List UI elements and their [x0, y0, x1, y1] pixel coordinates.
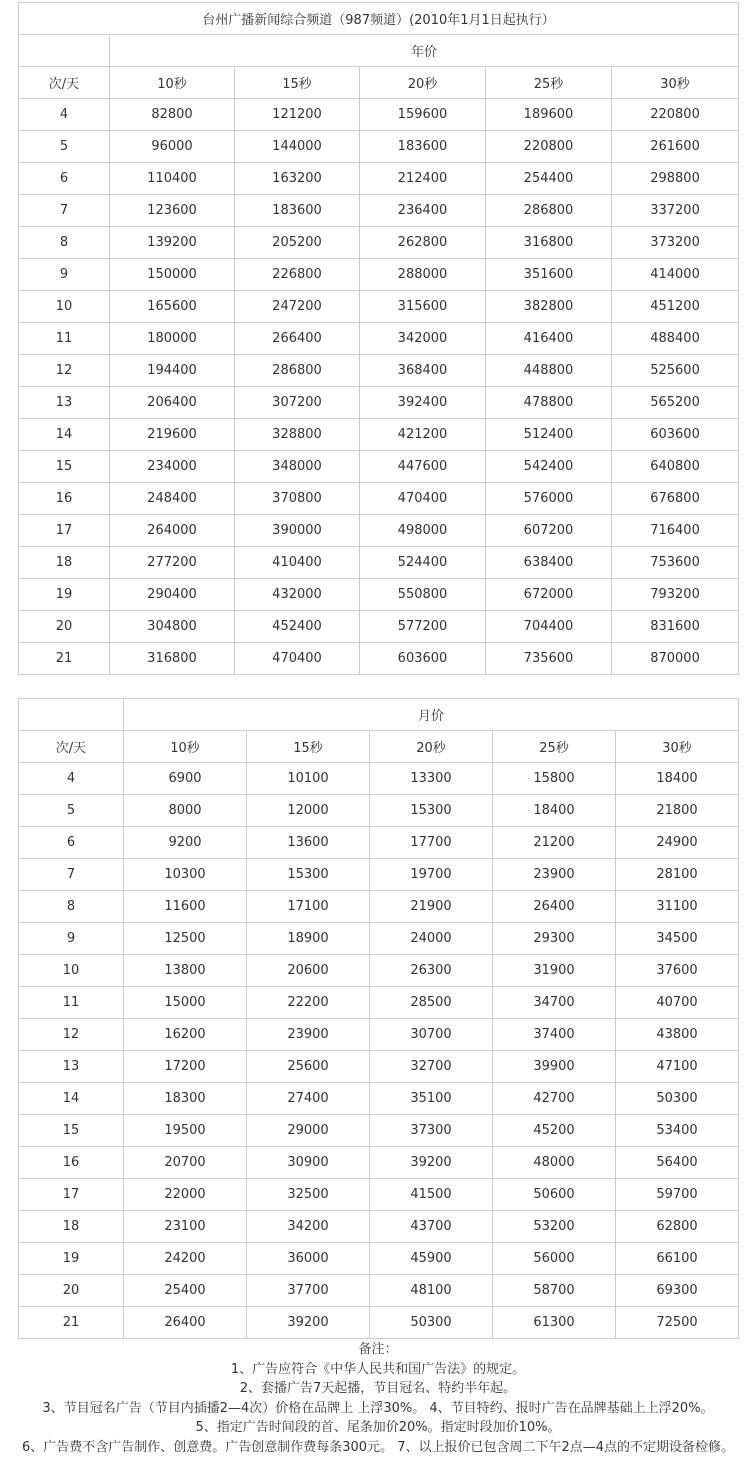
price-cell: 31900 — [493, 955, 616, 987]
price-cell: 470400 — [235, 643, 360, 675]
price-cell: 26400 — [124, 1307, 247, 1339]
price-cell: 234000 — [110, 451, 235, 483]
times-per-day-cell: 16 — [19, 483, 110, 515]
table-row — [19, 891, 739, 923]
price-cell: 28500 — [370, 987, 493, 1019]
price-cell: 18400 — [493, 795, 616, 827]
price-cell: 432000 — [235, 579, 360, 611]
monthly-price-table — [18, 698, 739, 1339]
price-cell: 451200 — [612, 291, 739, 323]
times-per-day-cell: 17 — [19, 515, 110, 547]
price-cell: 45200 — [493, 1115, 616, 1147]
column-header: 10秒 — [124, 731, 247, 763]
price-cell: 220800 — [612, 99, 739, 131]
price-cell: 22200 — [247, 987, 370, 1019]
price-cell: 69300 — [616, 1275, 739, 1307]
empty-corner-cell — [19, 699, 124, 731]
table-row — [19, 131, 739, 163]
price-cell: 24900 — [616, 827, 739, 859]
times-per-day-cell: 9 — [19, 259, 110, 291]
times-per-day-cell: 7 — [19, 859, 124, 891]
price-cell: 42700 — [493, 1083, 616, 1115]
price-cell: 337200 — [612, 195, 739, 227]
price-cell: 704400 — [486, 611, 612, 643]
price-cell: 40700 — [616, 987, 739, 1019]
table-row — [19, 259, 739, 291]
price-cell: 512400 — [486, 419, 612, 451]
table-title: 台州广播新闻综合频道（987频道）(2010年1月1日起执行） — [19, 3, 739, 35]
row-header-label: 次/天 — [19, 67, 110, 99]
times-per-day-cell: 20 — [19, 1275, 124, 1307]
price-cell: 12500 — [124, 923, 247, 955]
price-cell: 165600 — [110, 291, 235, 323]
column-header: 30秒 — [612, 67, 739, 99]
note-line: 2、套播广告7天起播，节目冠名、特约半年起。 — [239, 1381, 517, 1397]
price-cell: 525600 — [612, 355, 739, 387]
price-cell: 342000 — [360, 323, 486, 355]
times-per-day-cell: 18 — [19, 547, 110, 579]
table-row — [19, 515, 739, 547]
price-cell: 550800 — [360, 579, 486, 611]
price-cell: 410400 — [235, 547, 360, 579]
price-cell: 373200 — [612, 227, 739, 259]
price-cell: 21200 — [493, 827, 616, 859]
times-per-day-cell: 19 — [19, 579, 110, 611]
price-cell: 316800 — [486, 227, 612, 259]
price-cell: 603600 — [612, 419, 739, 451]
price-cell: 183600 — [235, 195, 360, 227]
price-cell: 26300 — [370, 955, 493, 987]
price-cell: 110400 — [110, 163, 235, 195]
price-cell: 20700 — [124, 1147, 247, 1179]
times-per-day-cell: 10 — [19, 291, 110, 323]
note-line: 1、广告应符合《中华人民共和国广告法》的规定。 — [230, 1361, 526, 1377]
price-cell: 716400 — [612, 515, 739, 547]
notes-section — [0, 1340, 756, 1458]
column-header: 20秒 — [360, 67, 486, 99]
price-cell: 19500 — [124, 1115, 247, 1147]
price-cell: 24200 — [124, 1243, 247, 1275]
price-cell: 25400 — [124, 1275, 247, 1307]
price-cell: 831600 — [612, 611, 739, 643]
price-cell: 11600 — [124, 891, 247, 923]
column-header-row — [19, 67, 739, 99]
times-per-day-cell: 5 — [19, 131, 110, 163]
price-cell: 30700 — [370, 1019, 493, 1051]
price-cell: 36000 — [247, 1243, 370, 1275]
price-cell: 524400 — [360, 547, 486, 579]
table-row — [19, 1275, 739, 1307]
price-cell: 290400 — [110, 579, 235, 611]
price-cell: 32700 — [370, 1051, 493, 1083]
price-cell: 23900 — [493, 859, 616, 891]
price-cell: 39200 — [247, 1307, 370, 1339]
price-cell: 37300 — [370, 1115, 493, 1147]
price-cell: 10100 — [247, 763, 370, 795]
table-row — [19, 955, 739, 987]
table-row — [19, 579, 739, 611]
price-cell: 56000 — [493, 1243, 616, 1275]
price-cell: 18400 — [616, 763, 739, 795]
table-row — [19, 1051, 739, 1083]
price-cell: 447600 — [360, 451, 486, 483]
table-row — [19, 643, 739, 675]
price-cell: 316800 — [110, 643, 235, 675]
table-title-row — [19, 3, 739, 35]
price-cell: 39200 — [370, 1147, 493, 1179]
times-per-day-cell: 4 — [19, 99, 110, 131]
price-cell: 348000 — [235, 451, 360, 483]
price-cell: 61300 — [493, 1307, 616, 1339]
price-cell: 452400 — [235, 611, 360, 643]
price-cell: 21900 — [370, 891, 493, 923]
price-cell: 315600 — [360, 291, 486, 323]
price-cell: 8000 — [124, 795, 247, 827]
table-row — [19, 1179, 739, 1211]
price-cell: 24000 — [370, 923, 493, 955]
price-cell: 43800 — [616, 1019, 739, 1051]
table-row — [19, 99, 739, 131]
table-row — [19, 323, 739, 355]
price-cell: 48000 — [493, 1147, 616, 1179]
table-row — [19, 859, 739, 891]
price-cell: 638400 — [486, 547, 612, 579]
table-row — [19, 163, 739, 195]
times-per-day-cell: 6 — [19, 827, 124, 859]
times-per-day-cell: 19 — [19, 1243, 124, 1275]
price-cell: 640800 — [612, 451, 739, 483]
price-cell: 72500 — [616, 1307, 739, 1339]
table-row — [19, 227, 739, 259]
price-cell: 261600 — [612, 131, 739, 163]
times-per-day-cell: 7 — [19, 195, 110, 227]
column-header: 15秒 — [247, 731, 370, 763]
price-cell: 22000 — [124, 1179, 247, 1211]
notes-heading: 备注： — [358, 1342, 398, 1357]
price-cell: 32500 — [247, 1179, 370, 1211]
price-cell: 603600 — [360, 643, 486, 675]
price-cell: 307200 — [235, 387, 360, 419]
price-cell: 13600 — [247, 827, 370, 859]
table-row — [19, 763, 739, 795]
price-cell: 205200 — [235, 227, 360, 259]
price-cell: 470400 — [360, 483, 486, 515]
table-row — [19, 795, 739, 827]
column-header: 15秒 — [235, 67, 360, 99]
price-cell: 793200 — [612, 579, 739, 611]
times-per-day-cell: 21 — [19, 643, 110, 675]
price-cell: 248400 — [110, 483, 235, 515]
price-cell: 15300 — [247, 859, 370, 891]
price-cell: 37600 — [616, 955, 739, 987]
price-cell: 542400 — [486, 451, 612, 483]
times-per-day-cell: 12 — [19, 1019, 124, 1051]
price-cell: 226800 — [235, 259, 360, 291]
price-cell: 15800 — [493, 763, 616, 795]
price-cell: 392400 — [360, 387, 486, 419]
times-per-day-cell: 11 — [19, 987, 124, 1019]
price-cell: 247200 — [235, 291, 360, 323]
price-cell: 382800 — [486, 291, 612, 323]
price-cell: 66100 — [616, 1243, 739, 1275]
price-cell: 21800 — [616, 795, 739, 827]
times-per-day-cell: 6 — [19, 163, 110, 195]
price-cell: 206400 — [110, 387, 235, 419]
times-per-day-cell: 13 — [19, 387, 110, 419]
price-cell: 18300 — [124, 1083, 247, 1115]
price-cell: 735600 — [486, 643, 612, 675]
note-line: 3、节目冠名广告（节目内插播2—4次）价格在品牌上 上浮30%。 4、节目特约、报时广告在品牌基础上上浮20%。 — [42, 1400, 714, 1416]
price-cell: 121200 — [235, 99, 360, 131]
price-cell: 53200 — [493, 1211, 616, 1243]
price-cell: 9200 — [124, 827, 247, 859]
table-row — [19, 1147, 739, 1179]
price-cell: 37400 — [493, 1019, 616, 1051]
price-cell: 39900 — [493, 1051, 616, 1083]
table-row — [19, 1211, 739, 1243]
price-cell: 34200 — [247, 1211, 370, 1243]
price-cell: 183600 — [360, 131, 486, 163]
table-row — [19, 547, 739, 579]
price-type-row — [19, 699, 739, 731]
price-cell: 17200 — [124, 1051, 247, 1083]
column-header-row — [19, 731, 739, 763]
price-cell: 50300 — [616, 1083, 739, 1115]
price-cell: 298800 — [612, 163, 739, 195]
price-cell: 13800 — [124, 955, 247, 987]
table-row — [19, 451, 739, 483]
price-cell: 45900 — [370, 1243, 493, 1275]
times-per-day-cell: 15 — [19, 1115, 124, 1147]
times-per-day-cell: 21 — [19, 1307, 124, 1339]
times-per-day-cell: 13 — [19, 1051, 124, 1083]
price-cell: 189600 — [486, 99, 612, 131]
price-cell: 266400 — [235, 323, 360, 355]
price-cell: 220800 — [486, 131, 612, 163]
price-cell: 25600 — [247, 1051, 370, 1083]
price-cell: 150000 — [110, 259, 235, 291]
price-cell: 576000 — [486, 483, 612, 515]
price-cell: 370800 — [235, 483, 360, 515]
price-cell: 236400 — [360, 195, 486, 227]
column-header: 20秒 — [370, 731, 493, 763]
times-per-day-cell: 11 — [19, 323, 110, 355]
price-cell: 12000 — [247, 795, 370, 827]
table-row — [19, 611, 739, 643]
price-cell: 30900 — [247, 1147, 370, 1179]
price-cell: 23100 — [124, 1211, 247, 1243]
price-cell: 17100 — [247, 891, 370, 923]
times-per-day-cell: 10 — [19, 955, 124, 987]
price-cell: 16200 — [124, 1019, 247, 1051]
row-header-label: 次/天 — [19, 731, 124, 763]
price-type-header: 月价 — [124, 699, 739, 731]
price-cell: 416400 — [486, 323, 612, 355]
price-cell: 194400 — [110, 355, 235, 387]
price-cell: 10300 — [124, 859, 247, 891]
price-cell: 29300 — [493, 923, 616, 955]
price-cell: 478800 — [486, 387, 612, 419]
price-cell: 448800 — [486, 355, 612, 387]
table-row — [19, 1019, 739, 1051]
price-cell: 41500 — [370, 1179, 493, 1211]
price-cell: 58700 — [493, 1275, 616, 1307]
price-cell: 96000 — [110, 131, 235, 163]
price-cell: 607200 — [486, 515, 612, 547]
column-header: 10秒 — [110, 67, 235, 99]
price-cell: 144000 — [235, 131, 360, 163]
price-cell: 753600 — [612, 547, 739, 579]
price-cell: 27400 — [247, 1083, 370, 1115]
price-cell: 18900 — [247, 923, 370, 955]
price-cell: 17700 — [370, 827, 493, 859]
price-cell: 34500 — [616, 923, 739, 955]
price-cell: 288000 — [360, 259, 486, 291]
price-type-header: 年价 — [110, 35, 739, 67]
price-cell: 277200 — [110, 547, 235, 579]
price-cell: 328800 — [235, 419, 360, 451]
price-cell: 163200 — [235, 163, 360, 195]
price-cell: 870000 — [612, 643, 739, 675]
empty-corner-cell — [19, 35, 110, 67]
price-cell: 262800 — [360, 227, 486, 259]
times-per-day-cell: 4 — [19, 763, 124, 795]
price-cell: 421200 — [360, 419, 486, 451]
annual-price-table — [18, 2, 739, 675]
price-type-row — [19, 35, 739, 67]
times-per-day-cell: 18 — [19, 1211, 124, 1243]
times-per-day-cell: 15 — [19, 451, 110, 483]
price-cell: 219600 — [110, 419, 235, 451]
column-header: 25秒 — [493, 731, 616, 763]
times-per-day-cell: 8 — [19, 227, 110, 259]
price-cell: 254400 — [486, 163, 612, 195]
times-per-day-cell: 17 — [19, 1179, 124, 1211]
price-cell: 488400 — [612, 323, 739, 355]
table-row — [19, 923, 739, 955]
table-row — [19, 827, 739, 859]
price-cell: 368400 — [360, 355, 486, 387]
price-cell: 62800 — [616, 1211, 739, 1243]
price-cell: 304800 — [110, 611, 235, 643]
times-per-day-cell: 8 — [19, 891, 124, 923]
table-row — [19, 355, 739, 387]
times-per-day-cell: 14 — [19, 419, 110, 451]
price-cell: 26400 — [493, 891, 616, 923]
table-row — [19, 195, 739, 227]
price-cell: 264000 — [110, 515, 235, 547]
times-per-day-cell: 5 — [19, 795, 124, 827]
price-cell: 212400 — [360, 163, 486, 195]
price-cell: 498000 — [360, 515, 486, 547]
price-cell: 351600 — [486, 259, 612, 291]
price-cell: 31100 — [616, 891, 739, 923]
price-cell: 565200 — [612, 387, 739, 419]
times-per-day-cell: 14 — [19, 1083, 124, 1115]
table-row — [19, 419, 739, 451]
table-row — [19, 987, 739, 1019]
price-cell: 50600 — [493, 1179, 616, 1211]
times-per-day-cell: 9 — [19, 923, 124, 955]
note-line: 5、指定广告时间段的首、尾条加价20%。指定时段加价10%。 — [195, 1420, 561, 1436]
table-row — [19, 1115, 739, 1147]
price-cell: 19700 — [370, 859, 493, 891]
table-row — [19, 1083, 739, 1115]
price-cell: 37700 — [247, 1275, 370, 1307]
price-cell: 6900 — [124, 763, 247, 795]
price-cell: 23900 — [247, 1019, 370, 1051]
price-cell: 56400 — [616, 1147, 739, 1179]
price-cell: 577200 — [360, 611, 486, 643]
price-cell: 676800 — [612, 483, 739, 515]
times-per-day-cell: 16 — [19, 1147, 124, 1179]
price-cell: 13300 — [370, 763, 493, 795]
times-per-day-cell: 12 — [19, 355, 110, 387]
price-cell: 59700 — [616, 1179, 739, 1211]
table-row — [19, 1243, 739, 1275]
price-cell: 15300 — [370, 795, 493, 827]
price-cell: 35100 — [370, 1083, 493, 1115]
column-header: 30秒 — [616, 731, 739, 763]
note-line: 6、广告费不含广告制作、创意费。广告创意制作费每条300元。 7、以上报价已包含周二下午2点—4点的不定期设备检修。 — [21, 1439, 735, 1455]
price-cell: 414000 — [612, 259, 739, 291]
times-per-day-cell: 20 — [19, 611, 110, 643]
price-cell: 28100 — [616, 859, 739, 891]
column-header: 25秒 — [486, 67, 612, 99]
price-cell: 159600 — [360, 99, 486, 131]
price-cell: 82800 — [110, 99, 235, 131]
price-cell: 286800 — [486, 195, 612, 227]
table-row — [19, 1307, 739, 1339]
price-cell: 286800 — [235, 355, 360, 387]
price-cell: 43700 — [370, 1211, 493, 1243]
table-row — [19, 291, 739, 323]
price-cell: 48100 — [370, 1275, 493, 1307]
price-cell: 180000 — [110, 323, 235, 355]
price-cell: 672000 — [486, 579, 612, 611]
table-row — [19, 483, 739, 515]
price-cell: 53400 — [616, 1115, 739, 1147]
price-cell: 47100 — [616, 1051, 739, 1083]
price-cell: 50300 — [370, 1307, 493, 1339]
price-cell: 390000 — [235, 515, 360, 547]
price-cell: 34700 — [493, 987, 616, 1019]
price-cell: 139200 — [110, 227, 235, 259]
price-cell: 15000 — [124, 987, 247, 1019]
table-row — [19, 387, 739, 419]
price-cell: 123600 — [110, 195, 235, 227]
price-cell: 29000 — [247, 1115, 370, 1147]
price-cell: 20600 — [247, 955, 370, 987]
